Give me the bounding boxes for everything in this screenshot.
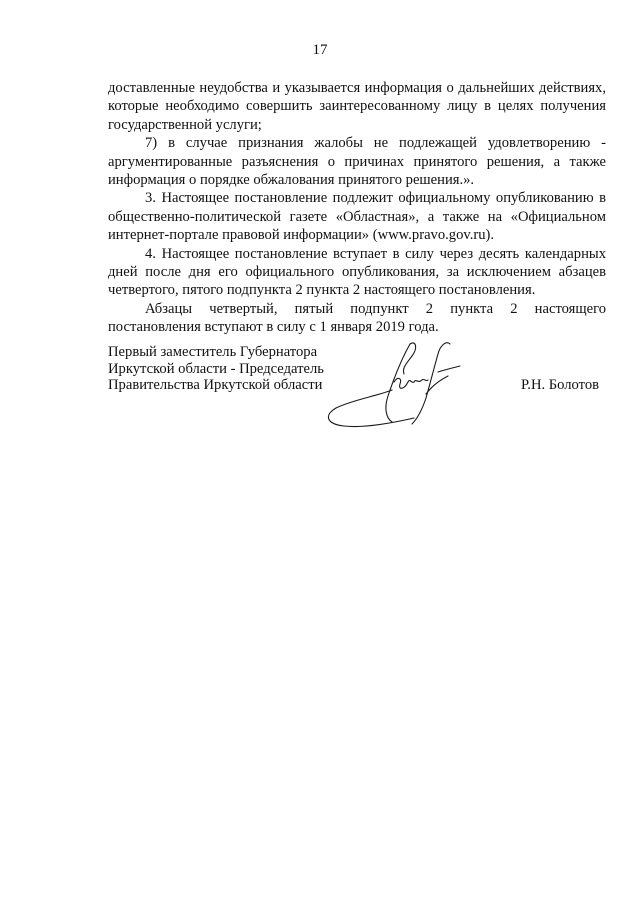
handwritten-signature: [322, 338, 472, 430]
paragraph-effective-date: Абзацы четвертый, пятый подпункт 2 пункта 2 настоящего постановления вступают в силу с 1 января 2019 года.: [108, 300, 606, 336]
paragraph-continuation: доставленные неудобства и указывается информация о дальнейших действиях, которые необходимо совершить заинтересованному лицу в целях получения государственной услуги;: [108, 80, 606, 133]
signatory-title-line: Первый заместитель Губернатора: [108, 344, 318, 360]
paragraph-clause-4: 4. Настоящее постановление вступает в силу через десять календарных дней после дня его официального опубликования, за исключением абзацев четвертого, пятого подпункта 2 пункта 2 настоящего постановления.: [108, 245, 606, 299]
signatory-title-line: Правительства Иркутской области: [108, 377, 323, 394]
paragraph-clause-3: 3. Настоящее постановление подлежит официальному опубликованию в общественно-политической газете «Областная», а также на «Официальном интернет-портале правовой информации» (www.pravo.gov.ru).: [108, 190, 606, 244]
signatory-name: Р.Н. Болотов: [521, 377, 600, 393]
signatory-title-line: Иркутской области - Председатель: [108, 360, 324, 377]
page-number: 17: [312, 42, 328, 58]
paragraph-item-7: 7) в случае признания жалобы не подлежащей удовлетворению - аргументированные разъяснения о причинах принятого решения, а также информация о порядке обжалования принятого решения.».: [108, 135, 606, 189]
document-body: [108, 79, 606, 337]
signatory-title: [108, 344, 324, 394]
